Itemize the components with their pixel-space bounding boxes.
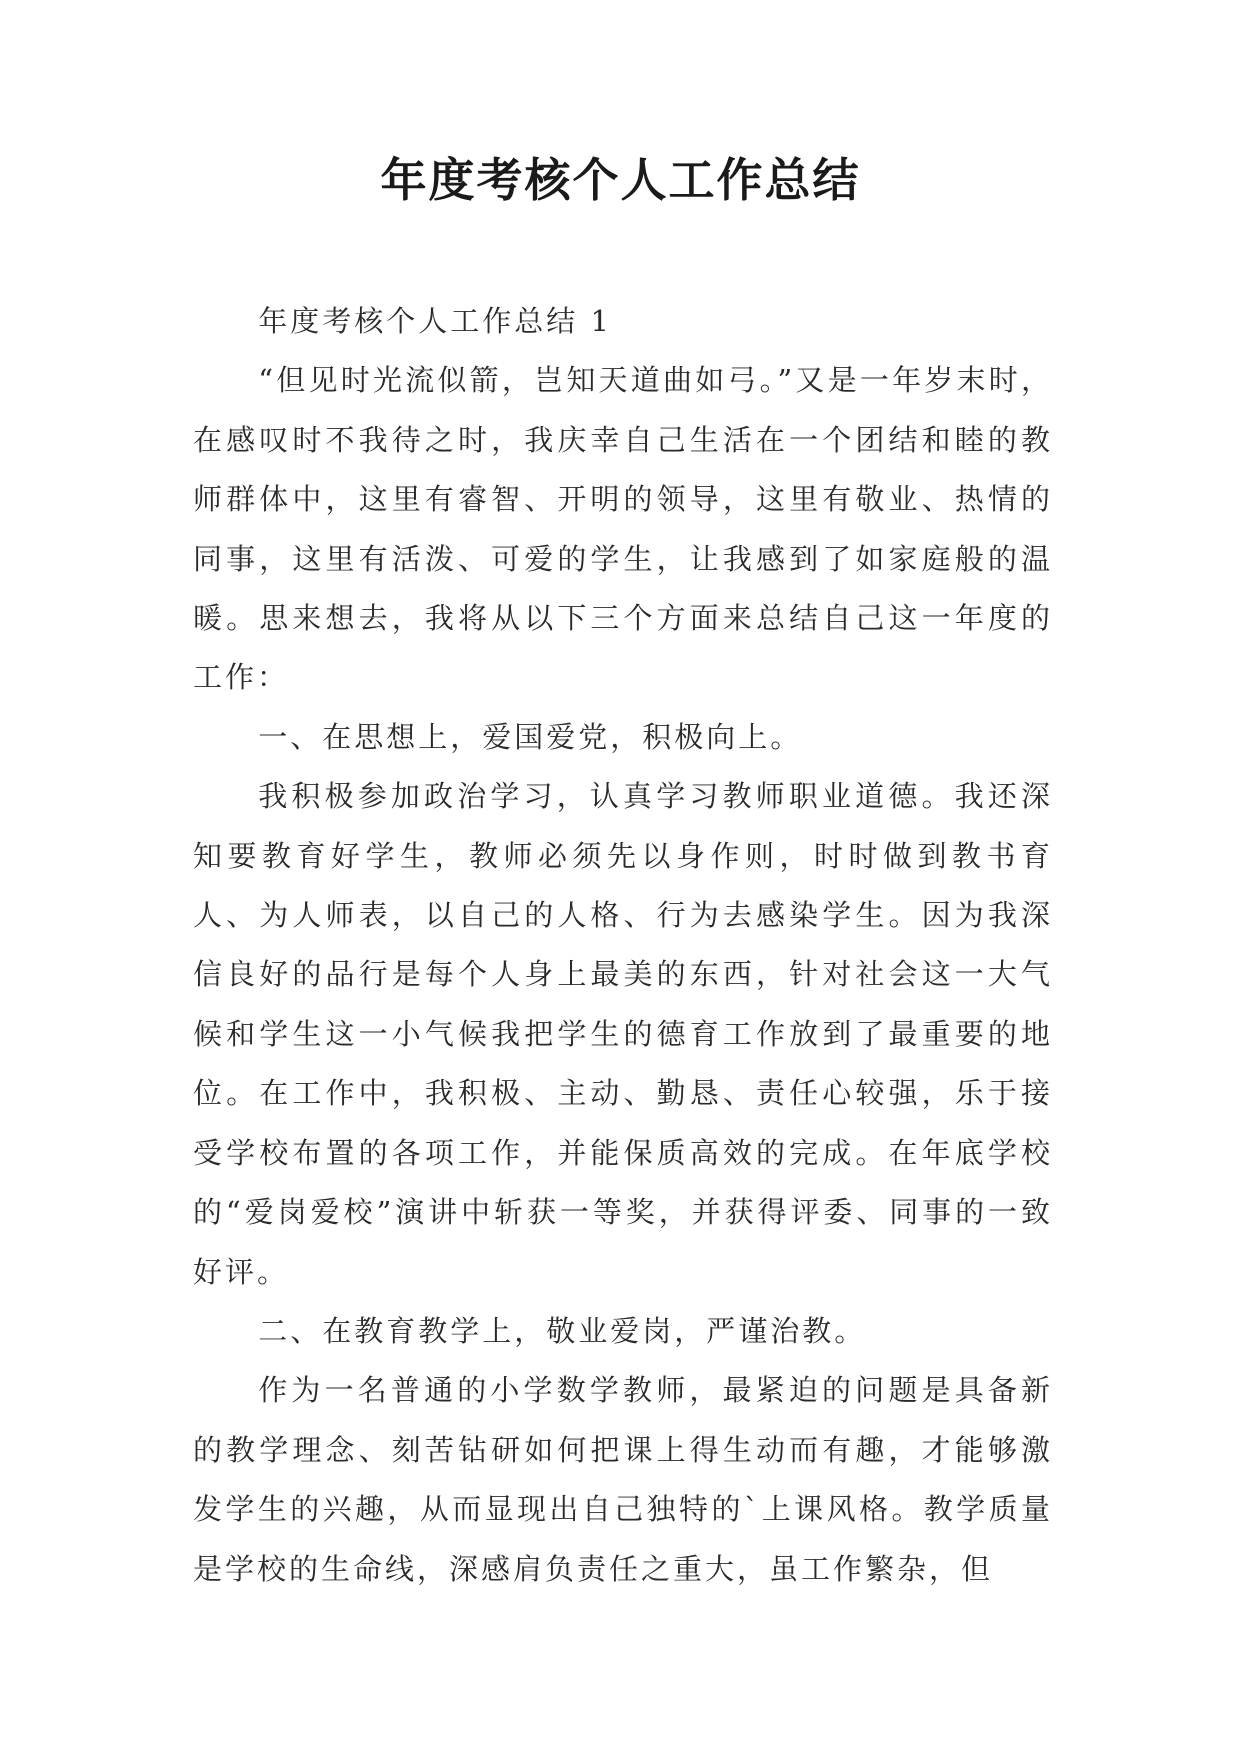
document-body bbox=[193, 292, 1053, 1599]
section-1-paragraph: 我积极参加政治学习，认真学习教师职业道德。我还深知要教育好学生，教师必须先以身作则，时时做到教书育人、为人师表，以自己的人格、行为去感染学生。因为我深信良好的品行是每个人身上最美的东西，针对社会这一大气候和学生这一小气候我把学生的德育工作放到了最重要的地位。在工作中，我积极、主动、勤恳、责任心较强，乐于接受学校布置的各项工作，并能保质高效的完成。在年底学校的“爱岗爱校”演讲中斩获一等奖，并获得评委、同事的一致好评。 bbox=[193, 779, 1053, 1289]
subtitle-paragraph: 年度考核个人工作总结 1 bbox=[258, 304, 612, 338]
section-2-paragraph: 作为一名普通的小学数学教师，最紧迫的问题是具备新的教学理念、刻苦钻研如何把课上得生动而有趣，才能够激发学生的兴趣，从而显现出自己独特的`上课风格。教学质量是学校的生命线，深感肩负责任之重大，虽工作繁杂，但 bbox=[193, 1373, 1053, 1586]
section-heading-1: 一、在思想上，爱国爱党，积极向上。 bbox=[258, 719, 803, 754]
document-title: 年度考核个人工作总结 bbox=[380, 153, 861, 207]
intro-paragraph: “但见时光流似箭，岂知天道曲如弓。”又是一年岁末时，在感叹时不我待之时，我庆幸自己生活在一个团结和睦的教师群体中，这里有睿智、开明的领导，这里有敬业、热情的同事，这里有活泼、可爱的学生，让我感到了如家庭般的温暖。思来想去，我将从以下三个方面来总结自己这一年度的工作： bbox=[193, 363, 1053, 695]
section-heading-2: 二、在教育教学上，敬业爱岗，严谨治教。 bbox=[258, 1313, 867, 1348]
